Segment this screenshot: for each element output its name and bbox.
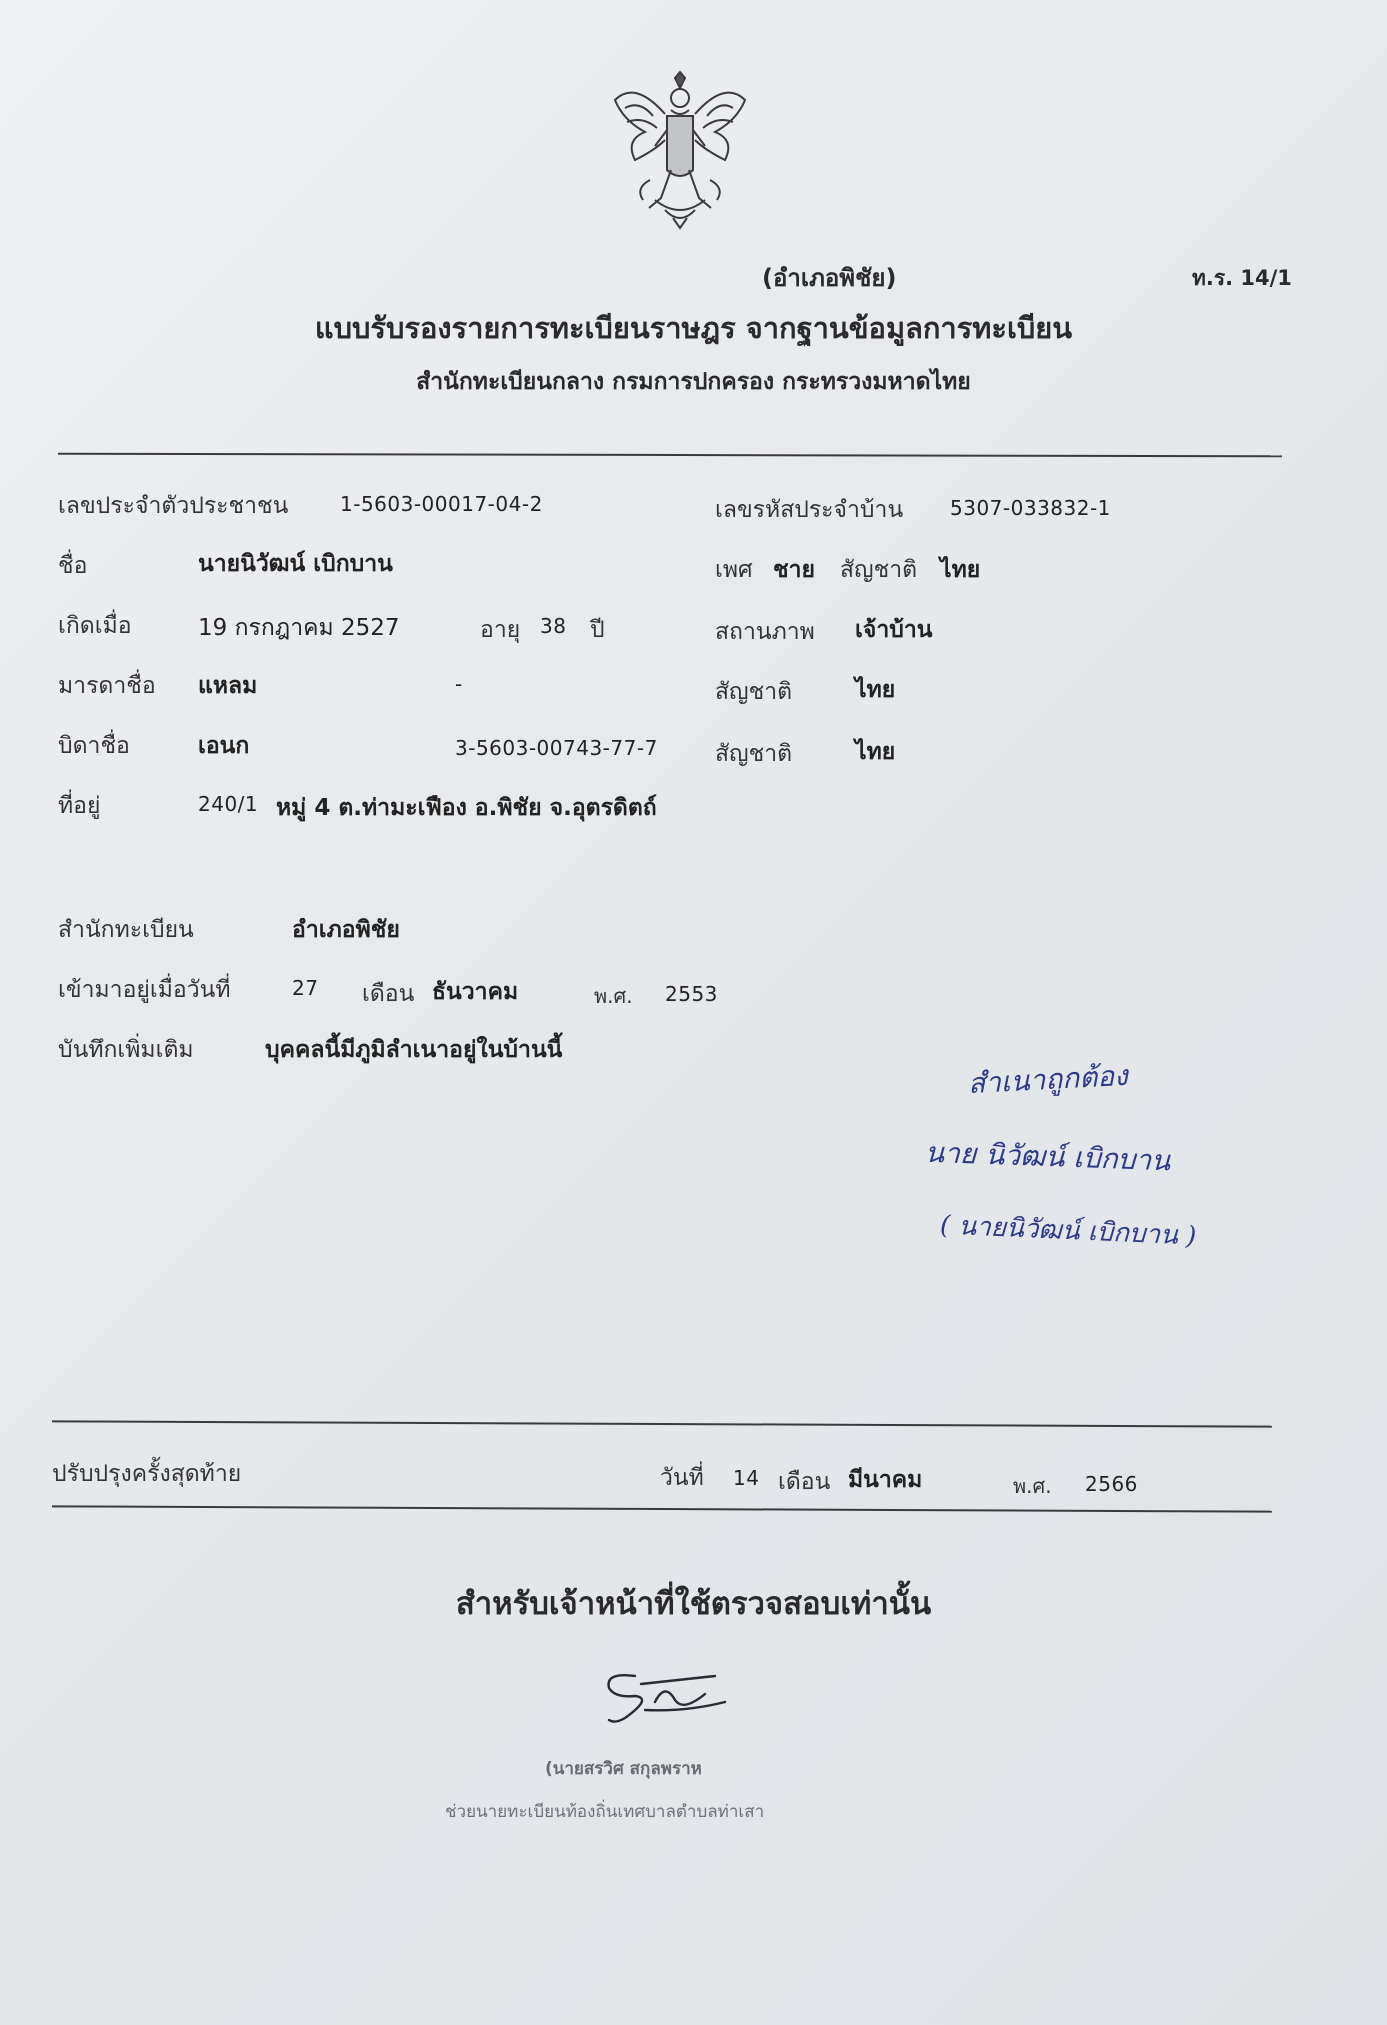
update-label: ปรับปรุงครั้งสุดท้าย: [52, 1461, 242, 1487]
born-value: 19 กรกฎาคม 2527: [198, 615, 400, 641]
header-divider: [58, 453, 1282, 458]
officer-signature: [595, 1662, 735, 1736]
address-value: หมู่ 4 ต.ท่ามะเฟือง อ.พิชัย จ.อุตรดิตถ์: [276, 795, 657, 821]
handwritten-name: ( นายนิวัฒน์ เบิกบาน ): [939, 1210, 1197, 1252]
movein-label: เข้ามาอยู่เมื่อวันที่: [58, 977, 231, 1003]
office-label: สำนักทะเบียน: [58, 917, 194, 943]
note-label: บันทึกเพิ่มเติม: [58, 1037, 194, 1063]
mother-label: มารดาชื่อ: [58, 673, 156, 699]
movein-month-label: เดือน: [362, 981, 415, 1007]
house-code-value: 5307-033832-1: [950, 496, 1111, 520]
garuda-emblem: [605, 70, 755, 230]
name-label: ชื่อ: [58, 553, 88, 579]
movein-day: 27: [292, 976, 319, 1000]
house-code-label: เลขรหัสประจำบ้าน: [715, 497, 904, 523]
sex-label: เพศ: [715, 557, 753, 583]
update-top-divider: [52, 1420, 1272, 1427]
address-number: 240/1: [198, 792, 259, 816]
father-nationality-label: สัญชาติ: [715, 741, 793, 767]
name-value: นายนิวัฒน์ เบิกบาน: [198, 551, 393, 577]
update-be-label: พ.ศ.: [1013, 1474, 1052, 1498]
age-unit: ปี: [590, 617, 605, 643]
update-bottom-divider: [52, 1505, 1272, 1512]
movein-month: ธันวาคม: [432, 979, 519, 1005]
id-label: เลขประจำตัวประชาชน: [58, 493, 289, 519]
status-label: สถานภาพ: [715, 619, 815, 645]
age-value: 38: [540, 614, 567, 638]
mother-id: -: [455, 672, 463, 696]
movein-year: 2553: [665, 982, 718, 1006]
district-heading: (อำเภอพิชัย): [762, 264, 897, 292]
document-title: แบบรับรองรายการทะเบียนราษฎร จากฐานข้อมูลการทะเบียน: [314, 311, 1073, 345]
handwritten-certified: สำเนาถูกต้อง: [967, 1058, 1129, 1101]
mother-nationality-value: ไทย: [855, 677, 896, 703]
born-label: เกิดเมื่อ: [58, 613, 132, 639]
note-value: บุคคลนี้มีภูมิลำเนาอยู่ในบ้านนี้: [265, 1037, 563, 1063]
officer-position: ช่วยนายทะเบียนท้องถิ่นเทศบาลตำบลท่าเสา: [445, 1802, 765, 1822]
father-nationality-value: ไทย: [855, 739, 896, 765]
officer-name: (นายสรวิศ สกุลพราห: [545, 1759, 702, 1779]
address-label: ที่อยู่: [58, 793, 101, 819]
age-label: อายุ: [480, 617, 521, 643]
nationality-label: สัญชาติ: [840, 557, 918, 583]
update-day-label: วันที่: [660, 1465, 704, 1491]
update-day: 14: [733, 1466, 760, 1490]
office-value: อำเภอพิชัย: [292, 917, 400, 943]
document-subtitle: สำนักทะเบียนกลาง กรมการปกครอง กระทรวงมหาดไทย: [416, 369, 971, 395]
officer-only-heading: สำหรับเจ้าหน้าที่ใช้ตรวจสอบเท่านั้น: [455, 1586, 932, 1622]
id-value: 1-5603-00017-04-2: [340, 492, 543, 516]
handwritten-signature: นาย นิวัฒน์ เบิกบาน: [924, 1135, 1171, 1178]
update-year: 2566: [1085, 1472, 1138, 1496]
mother-value: แหลม: [198, 673, 258, 699]
movein-be-label: พ.ศ.: [594, 984, 633, 1008]
update-month: มีนาคม: [848, 1467, 923, 1493]
form-number: ท.ร. 14/1: [1192, 266, 1292, 290]
father-value: เอนก: [198, 733, 250, 759]
father-label: บิดาชื่อ: [58, 733, 130, 759]
sex-value: ชาย: [773, 557, 816, 583]
status-value: เจ้าบ้าน: [855, 617, 933, 643]
father-id: 3-5603-00743-77-7: [455, 736, 658, 760]
update-month-label: เดือน: [778, 1469, 831, 1495]
mother-nationality-label: สัญชาติ: [715, 679, 793, 705]
nationality-value: ไทย: [940, 557, 981, 583]
